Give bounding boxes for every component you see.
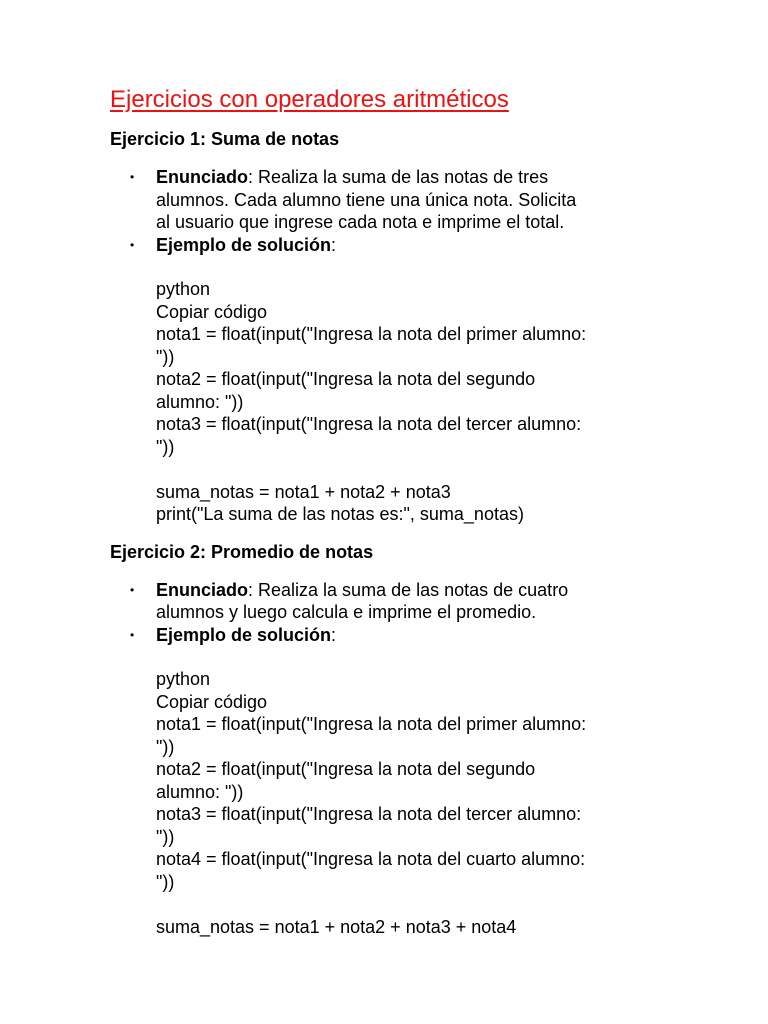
- code-line: suma_notas = nota1 + nota2 + nota3 + nota4: [156, 916, 517, 937]
- page-title: Ejercicios con operadores aritméticos: [110, 86, 509, 113]
- code-line: suma_notas = nota1 + nota2 + nota3: [156, 481, 451, 502]
- code-line: ")): [156, 871, 175, 892]
- bullet-icon: •: [130, 237, 135, 252]
- code-line: print("La suma de las notas es:", suma_notas): [156, 504, 524, 524]
- code-line: nota3 = float(input("Ingresa la nota del tercer alumno:: [156, 804, 582, 824]
- solucion-item: [110, 624, 670, 647]
- enunciado-label: Enunciado: [156, 167, 249, 187]
- bullet-icon: •: [130, 582, 135, 597]
- code-block: [156, 278, 670, 526]
- code-blank-line: [156, 458, 670, 481]
- code-line: ")): [156, 436, 175, 457]
- code-line: ")): [156, 826, 175, 847]
- code-line: nota4 = float(input("Ingresa la nota del cuarto alumno:: [156, 849, 586, 869]
- code-line: ")): [156, 346, 175, 367]
- solucion-suffix: :: [331, 234, 337, 255]
- exercise-heading: Ejercicio 1: Suma de notas: [110, 129, 340, 149]
- enunciado-text-line: al usuario que ingrese cada nota e imprime el total.: [156, 212, 565, 232]
- enunciado-item: [110, 579, 670, 624]
- copy-code-link[interactable]: Copiar código: [156, 301, 268, 322]
- enunciado-text-line: : Realiza la suma de las notas de cuatro: [248, 579, 569, 600]
- code-line: nota1 = float(input("Ingresa la nota del primer alumno:: [156, 714, 587, 734]
- exercise-items: [110, 579, 670, 647]
- code-line: nota2 = float(input("Ingresa la nota del segundo: [156, 759, 536, 779]
- exercise-heading: Ejercicio 2: Promedio de notas: [110, 541, 374, 562]
- solucion-suffix: :: [331, 624, 337, 645]
- document-page: [110, 84, 670, 938]
- code-line: ")): [156, 736, 175, 757]
- code-line: nota2 = float(input("Ingresa la nota del segundo: [156, 369, 536, 389]
- solucion-label: Ejemplo de solución: [156, 624, 332, 645]
- bullet-icon: •: [130, 170, 135, 184]
- code-language: python: [156, 669, 211, 689]
- exercise-items: [110, 166, 670, 256]
- code-line: nota1 = float(input("Ingresa la nota del primer alumno:: [156, 324, 587, 344]
- exercise-section-1: [110, 127, 670, 526]
- copy-code-link[interactable]: Copiar código: [156, 691, 268, 712]
- enunciado-text-line: alumnos. Cada alumno tiene una única nota. Solicita: [156, 189, 577, 210]
- code-blank-line: [156, 893, 670, 916]
- enunciado-label: Enunciado: [156, 579, 249, 600]
- code-language: python: [156, 279, 211, 299]
- enunciado-text-line: alumnos y luego calcula e imprime el promedio.: [156, 602, 537, 622]
- code-line: nota3 = float(input("Ingresa la nota del tercer alumno:: [156, 414, 582, 434]
- code-line: alumno: ")): [156, 781, 244, 802]
- bullet-icon: •: [130, 627, 135, 642]
- enunciado-text-line: : Realiza la suma de las notas de tres: [248, 167, 549, 187]
- solucion-item: [110, 234, 670, 257]
- code-block: [156, 668, 670, 938]
- solucion-label: Ejemplo de solución: [156, 234, 332, 255]
- enunciado-item: [110, 166, 670, 234]
- exercise-section-2: [110, 540, 670, 939]
- code-line: alumno: ")): [156, 391, 244, 412]
